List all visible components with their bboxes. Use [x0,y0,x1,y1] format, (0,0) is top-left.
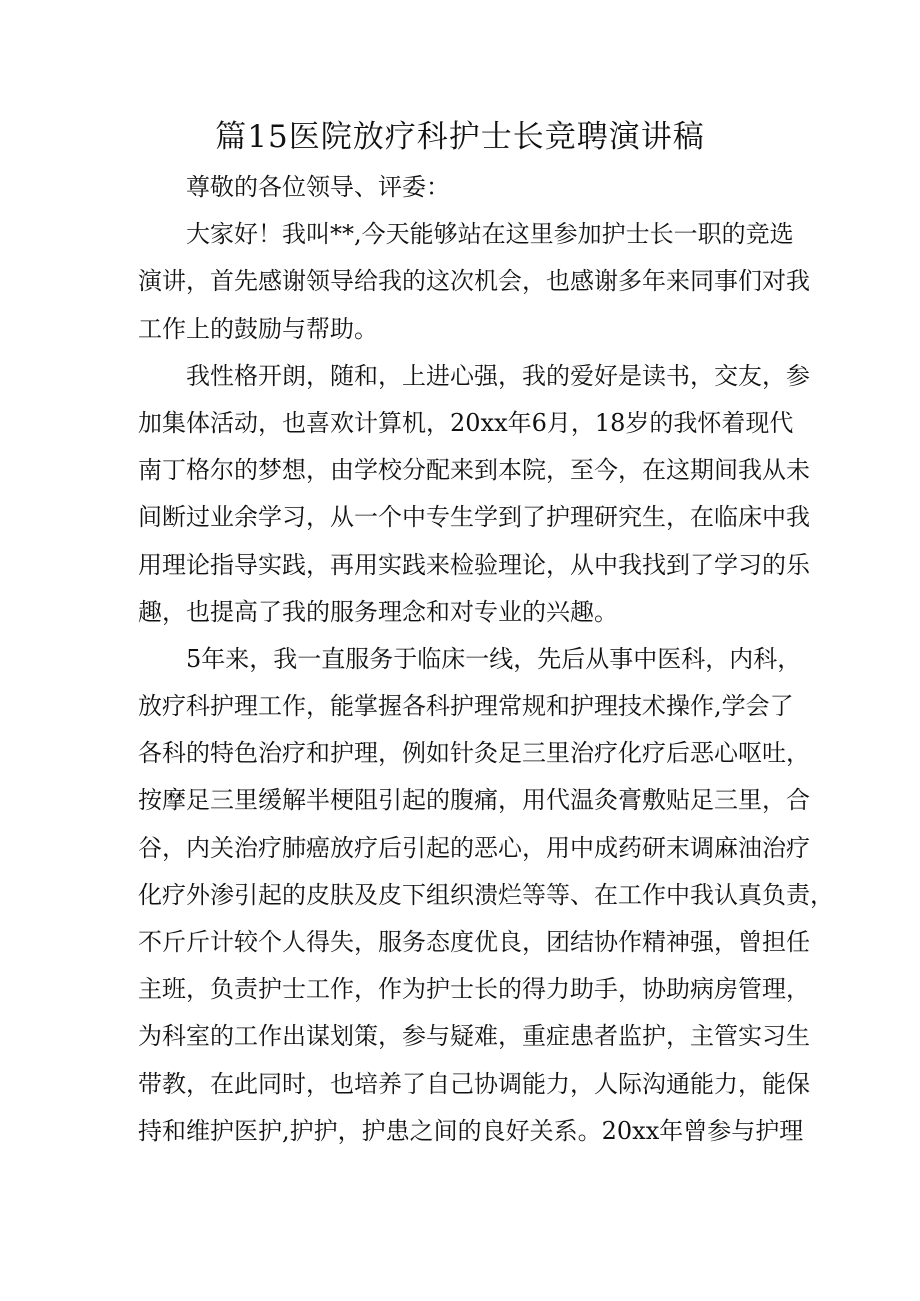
text-line: 持和维护医护,护护，护患之间的良好关系。20xx年曾参与护理 [138,1116,804,1145]
text-line: 按摩足三里缓解半梗阻引起的腹痛，用代温灸膏敷贴足三里，合 [138,786,810,815]
text-line: 主班，负责护士工作，作为护士长的得力助手，协助病房管理， [138,975,810,1004]
paragraph-intro [138,211,810,353]
text-line: 化疗外渗引起的皮肤及皮下组织溃烂等等、在工作中我认真负责， [138,880,834,909]
paragraph-personality [138,353,810,636]
text-line: 放疗科护理工作，能掌握各科护理常规和护理技术操作,学会了 [138,692,794,721]
text-line: 工作上的鼓励与帮助。 [138,314,378,343]
text-line: 5年来，我一直服务于临床一线，先后从事中医科，内科， [186,644,802,673]
text-line: 不斤斤计较个人得失，服务态度优良，团结协作精神强，曾担任 [138,928,810,957]
text-line: 各科的特色治疗和护理，例如针灸足三里治疗化疗后恶心呕吐， [138,739,810,768]
document-body [138,164,834,1155]
salutation: 尊敬的各位领导、评委： [186,173,450,201]
text-line: 用理论指导实践，再用实践来检验理论，从中我找到了学习的乐 [138,550,810,579]
text-line: 南丁格尔的梦想，由学校分配来到本院，至今，在这期间我从未 [138,456,810,485]
text-line: 带教，在此同时，也培养了自己协调能力，人际沟通能力，能保 [138,1069,810,1098]
text-line: 加集体活动，也喜欢计算机，20xx年6月，18岁的我怀着现代 [138,408,794,437]
text-line: 谷，内关治疗肺癌放疗后引起的恶心，用中成药研末调麻油治疗 [138,833,810,862]
document-title: 篇15医院放疗科护士长竞聘演讲稿 [215,119,705,155]
paragraph-experience [138,636,834,1155]
text-line: 演讲，首先感谢领导给我的这次机会，也感谢多年来同事们对我 [138,267,810,296]
text-line: 我性格开朗，随和，上进心强，我的爱好是读书，交友，参 [186,361,810,390]
text-line: 趣，也提高了我的服务理念和对专业的兴趣。 [138,597,618,626]
text-line: 间断过业余学习，从一个中专生学到了护理研究生，在临床中我 [138,503,810,532]
text-line: 为科室的工作出谋划策，参与疑难，重症患者监护，主管实习生 [138,1022,810,1051]
text-line: 大家好！我叫**,今天能够站在这里参加护士长一职的竞选 [186,220,794,249]
